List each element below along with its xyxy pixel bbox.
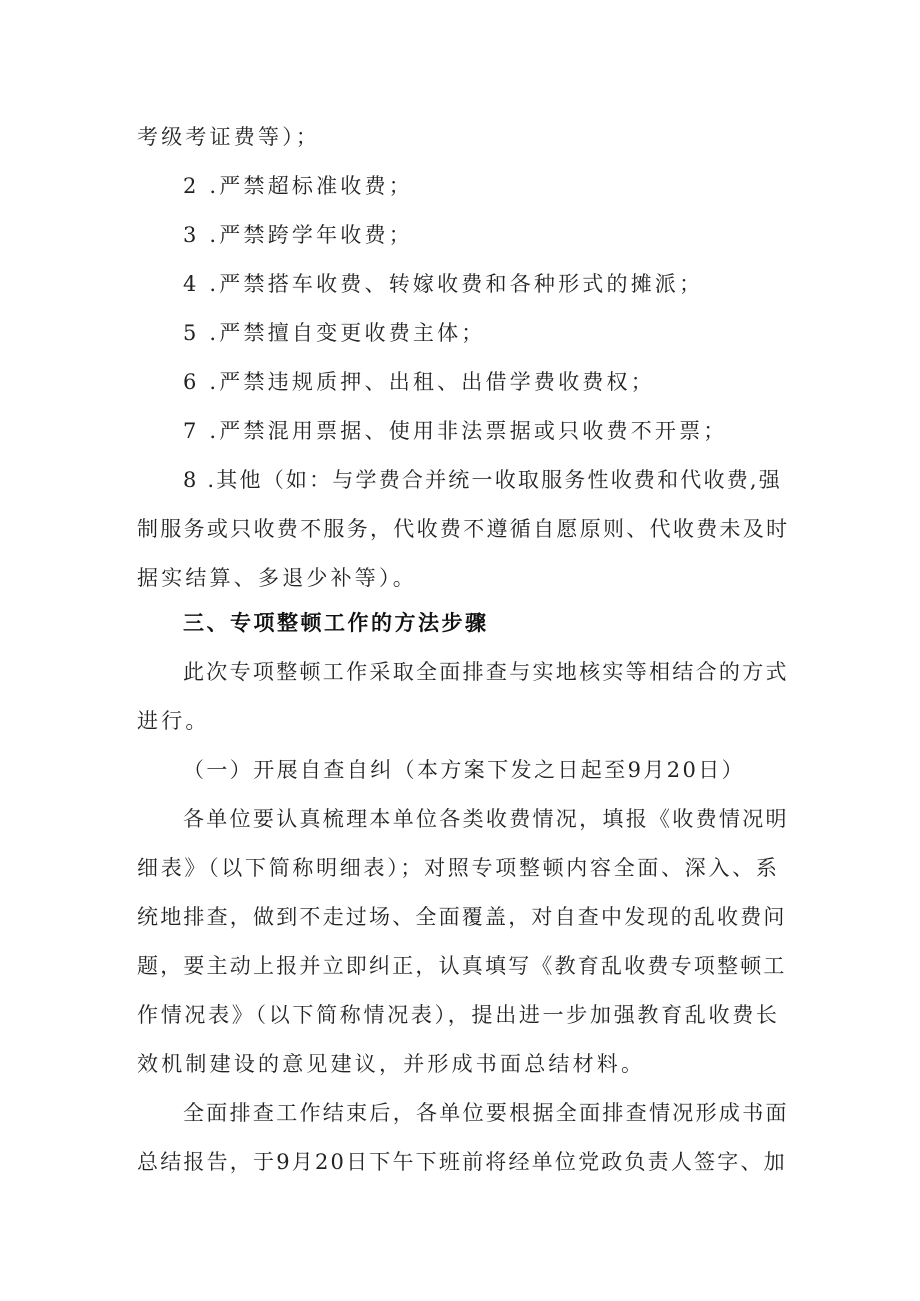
list-item-8-line: 8 .其他（如：与学费合并统一收取服务性收费和代收费,强 <box>183 468 782 492</box>
step1-heading: （一）开展自查自纠（本方案下发之日起至9月20日） <box>183 758 746 782</box>
list-item: 2 .严禁超标准收费； <box>183 174 413 198</box>
step1-body-line: 统地排查，做到不走过场、全面覆盖，对自查中发现的乱收费问 <box>137 905 787 929</box>
intro-line: 此次专项整顿工作采取全面排查与实地核实等相结合的方式 <box>183 660 789 684</box>
step1-body-line: 效机制建设的意见建议，并形成书面总结材料。 <box>137 1052 646 1076</box>
step1-body-line: 题，要主动上报并立即纠正，认真填写《教育乱收费专项整顿工 <box>137 954 787 978</box>
list-item-8-line: 据实结算、多退少补等）。 <box>137 566 417 590</box>
step1-body-line: 作情况表》（以下简称情况表），提出进一步加强教育乱收费长 <box>137 1003 780 1027</box>
list-item: 4 .严禁搭车收费、转嫁收费和各种形式的摊派； <box>183 272 704 296</box>
list-item: 3 .严禁跨学年收费； <box>183 223 413 247</box>
list-item: 6 .严禁违规质押、出租、出借学费收费权； <box>183 370 655 394</box>
list-item: 7 .严禁混用票据、使用非法票据或只收费不开票； <box>183 419 728 443</box>
list-item-8-line: 制服务或只收费不服务，代收费不遵循自愿原则、代收费未及时 <box>137 517 790 541</box>
section-heading: 三、专项整顿工作的方法步骤 <box>183 611 489 635</box>
step1-report-line: 总结报告，于9月20日下午下班前将经单位党政负责人签字、加 <box>137 1150 787 1174</box>
list-item: 5 .严禁擅自变更收费主体； <box>183 321 486 345</box>
step1-report-line: 全面排查工作结束后，各单位要根据全面排查情况形成书面 <box>183 1101 789 1125</box>
list-continuation: 考级考证费等）； <box>137 125 321 149</box>
step1-body-line: 细表》（以下简称明细表）；对照专项整顿内容全面、深入、系 <box>137 856 780 880</box>
step1-body-line: 各单位要认真梳理本单位各类收费情况，填报《收费情况明 <box>183 807 789 831</box>
intro-line: 进行。 <box>137 709 210 733</box>
